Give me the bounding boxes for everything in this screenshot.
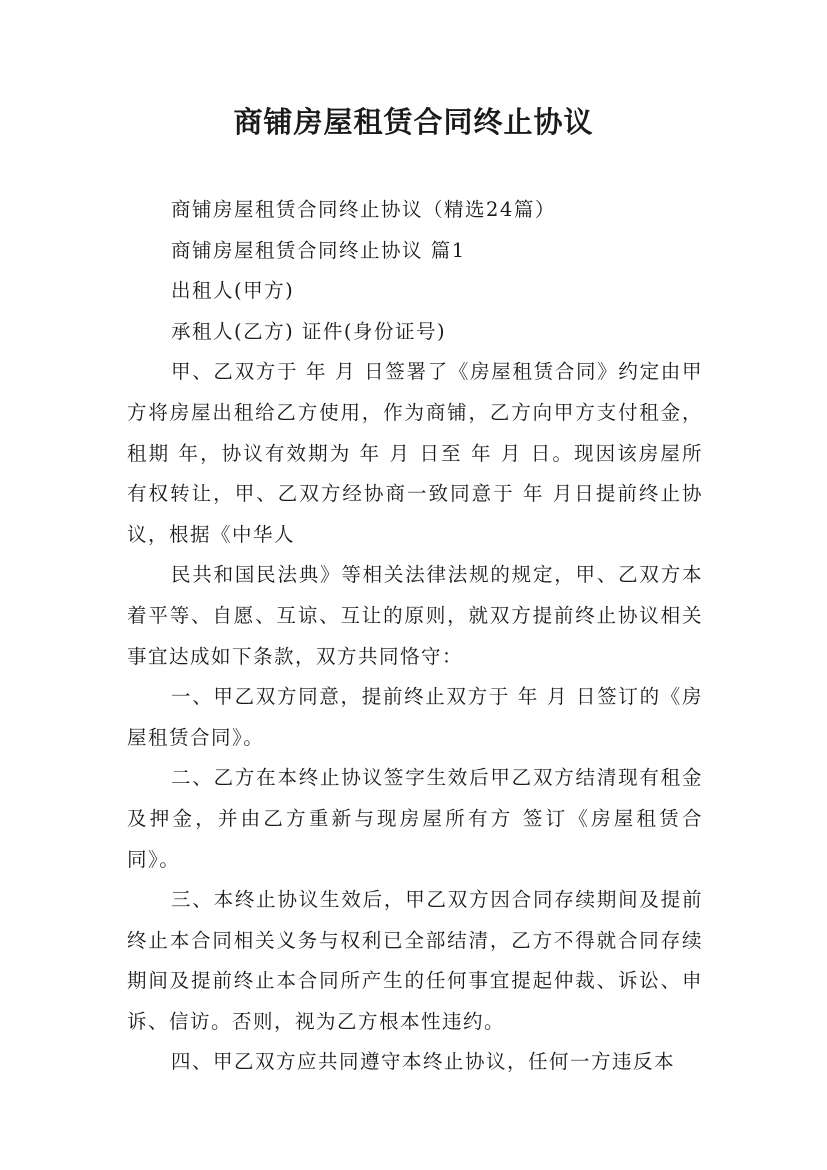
paragraph-clause-3: 三、本终止协议生效后，甲乙双方因合同存续期间及提前终止本合同相关义务与权利已全部结清，乙方不得就合同存续期间及提前终止本合同所产生的任何事宜提起仲裁、诉讼、申诉、信访。否则，视为乙方根本性违约。: [127, 888, 703, 1033]
document-title: 商铺房屋租赁合同终止协议: [233, 105, 594, 139]
paragraph-preamble-continued: 民共和国民法典》等相关法律法规的规定，甲、乙双方本着平等、自愿、互谅、互让的原则，就双方提前终止协议相关事宜达成如下条款，双方共同恪守：: [127, 563, 703, 668]
paragraph-clause-1: 一、甲乙双方同意，提前终止双方于 年 月 日签订的《房屋租赁合同》。: [127, 685, 703, 749]
paragraph-subtitle: 商铺房屋租赁合同终止协议（精选24篇）: [171, 198, 556, 221]
document-body: [127, 190, 703, 1083]
paragraph-lessor: 出租人(甲方): [171, 279, 295, 303]
paragraph-clause-2: 二、乙方在本终止协议签字生效后甲乙双方结清现有租金及押金，并由乙方重新与现房屋所有方 签订《房屋租赁合同》。: [127, 766, 703, 871]
paragraph-clause-4: 四、甲乙双方应共同遵守本终止协议，任何一方违反本: [171, 1050, 676, 1074]
paragraph-preamble: 甲、乙双方于 年 月 日签署了《房屋租赁合同》约定由甲方将房屋出租给乙方使用，作为商铺，乙方向甲方支付租金，租期 年，协议有效期为 年 月 日至 年 月 日。现因该房屋所有权转让，甲、乙双方经协商一致同意于 年 月日提前终止协议，根据《中华人: [127, 360, 703, 546]
paragraph-lessee: 承租人(乙方) 证件(身份证号): [171, 319, 447, 343]
paragraph-section-heading: 商铺房屋租赁合同终止协议 篇1: [171, 238, 466, 262]
